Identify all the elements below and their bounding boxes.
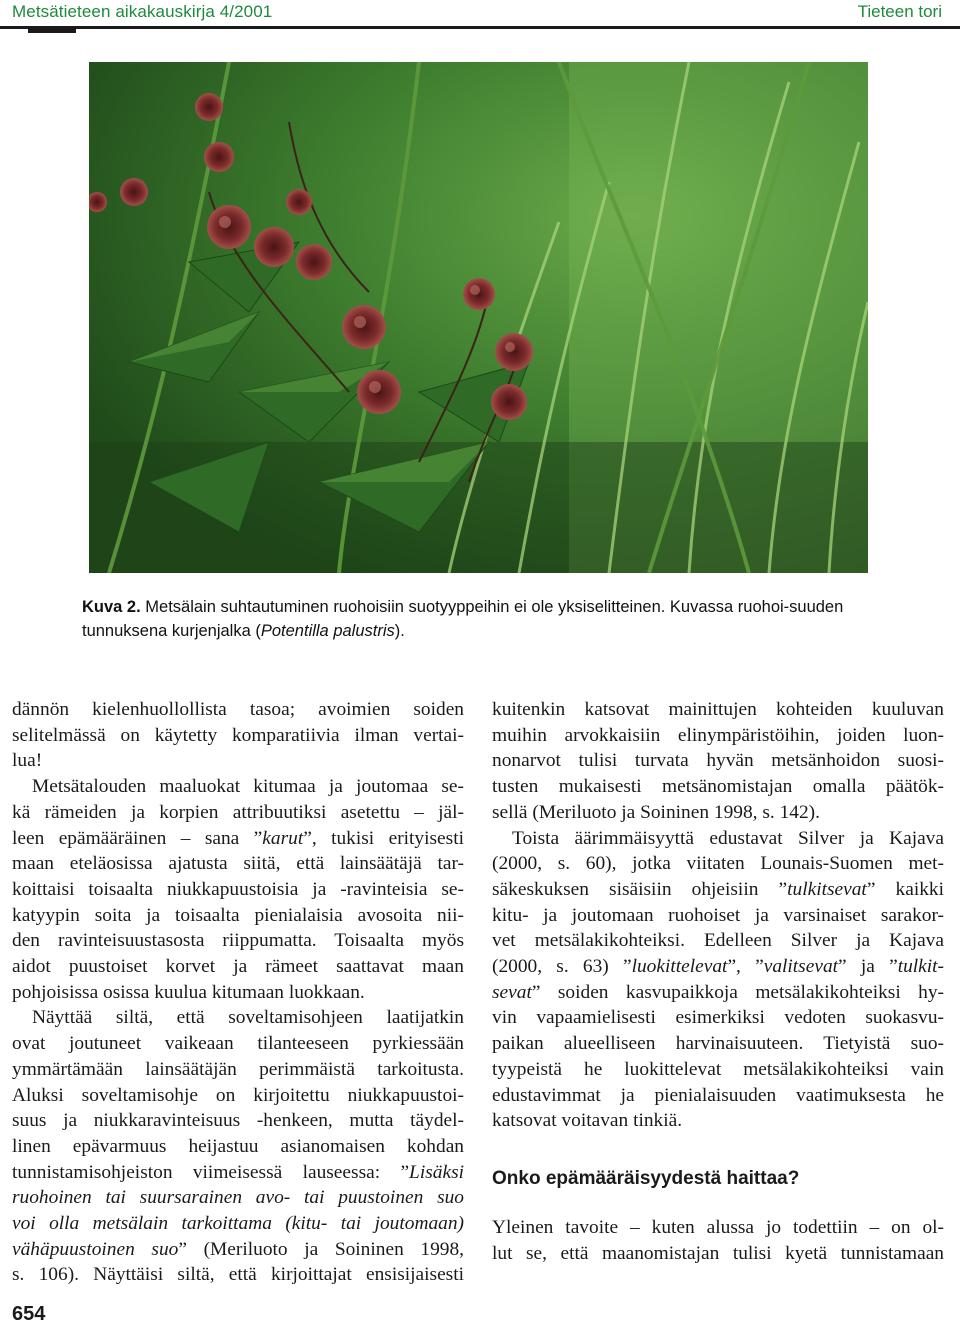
body-line: aidot puustoiset korvet ja rämeet saattavat maan <box>12 956 464 978</box>
body-line: vet metsälakikohteiksi. Edelleen Silver ja Kajava <box>492 930 944 952</box>
body-line <box>12 826 464 852</box>
body-line: (2000, s. 60), jotka viitaten Lounais-Suomen met- <box>492 853 944 875</box>
body-line: Metsätalouden maaluokat kitumaa ja joutomaa se- <box>32 776 464 798</box>
body-line: s. 106). Näyttäisi siltä, että kirjoittajat ensisijaisesti <box>12 1264 464 1286</box>
body-line: tyypeistä he luokittelevat metsälakikohteiksi vain <box>492 1058 944 1080</box>
body-text: ” soiden kasvupaikkoja metsälakikohteiksi hy- <box>531 981 944 1003</box>
body-line: ymmärtämään lainsäätäjän perimmäistä tarkoitusta. <box>12 1058 464 1080</box>
section-title: Tieteen tori <box>857 2 942 21</box>
body-line: katyypin soita ja toisaalta pienialaisia avosoita nii- <box>12 904 464 926</box>
body-line: Toista äärimmäisyyttä edustavat Silver ja Kajava <box>512 827 944 849</box>
body-text: (2000, s. 63) ” <box>492 956 632 978</box>
body-line: ruohoinen tai suursarainen avo- tai puustoinen suo <box>12 1187 464 1209</box>
body-line: muihin arvokkaisiin elinympäristöihin, joiden luon- <box>492 724 944 746</box>
body-text: ” (Meriluoto ja Soininen 1998, <box>178 1238 465 1260</box>
section-heading: Onko epämääräisyydestä haittaa? <box>492 1167 800 1189</box>
body-line <box>492 877 944 903</box>
body-italic: luokittelevat <box>631 956 728 978</box>
caption-species: Potentilla palustris <box>260 622 395 640</box>
body-italic: tulkitsevat <box>787 878 867 900</box>
body-text: ” kaikki <box>866 878 944 900</box>
body-line: voi olla metsälain tarkoittama (kitu- tai joutomaan) <box>12 1213 464 1235</box>
body-line: selitelmässä on käytetty komparatiivia ilman vertai- <box>12 724 464 746</box>
caption-text: Metsälain suhtautuminen ruohoisiin suotyyppeihin ei ole yksiselitteinen. Kuvassa ruohoi-suuden tunnuksena kurjenjalka ( <box>82 598 844 640</box>
body-line: Näyttää siltä, että soveltamisohjeen laatijatkin <box>32 1007 464 1029</box>
body-line: kä rämeiden ja korpien attribuutiksi asetettu – jäl- <box>12 801 464 823</box>
body-line: edustavimmat ja pienialaisuuden vaatimuksesta he <box>492 1084 944 1106</box>
body-line <box>492 980 944 1006</box>
body-line: kitu- ja joutomaan ruohoiset ja varsinaiset sarakor- <box>492 904 944 926</box>
figure-photo-marsh-cinquefoil <box>89 62 868 573</box>
figure-caption <box>82 595 872 643</box>
body-line: kuitenkin katsovat mainittujen kohteiden kuuluvan <box>492 699 944 720</box>
body-line: nonarvot tulisi turvata hyvän metsänhoidon suosi- <box>492 750 944 772</box>
body-line: paikan alueelliseen harvinaisuuteen. Tietyistä suo- <box>492 1033 944 1055</box>
body-text: leen epämääräinen – sana ” <box>12 827 263 849</box>
body-italic: vähäpuustoinen suo <box>12 1238 179 1260</box>
body-line: tusten mukaisesti metsänomistajan omalla päätök- <box>492 776 944 798</box>
body-italic: tulkit- <box>897 956 944 978</box>
body-text: ” ja ” <box>838 956 898 978</box>
body-text: säkeskuksen sisäisiin ohjeisiin ” <box>492 878 788 900</box>
body-line <box>12 1237 464 1263</box>
body-line: suus ja niukkaravinteisuus -henkeen, mutta täydel- <box>12 1110 464 1132</box>
body-line: Aluksi soveltamisohje on kirjoitettu niukkapuustoi- <box>12 1084 464 1106</box>
caption-end: ). <box>394 622 405 640</box>
body-line <box>12 1160 464 1186</box>
body-italic: karut <box>262 827 304 849</box>
header-rule <box>0 26 960 29</box>
figure-label: Kuva 2. <box>82 598 141 616</box>
page-number: 654 <box>12 1303 46 1325</box>
journal-title: Metsätieteen aikakauskirja 4/2001 <box>12 2 273 21</box>
body-line: sellä (Meriluoto ja Soininen 1998, s. 142). <box>492 801 820 823</box>
body-line: vin vapaamielisesti esimerkiksi vedoten suokasvu- <box>492 1007 944 1029</box>
body-italic: Lisäksi <box>409 1161 464 1183</box>
body-line: katsovat voitavan tinkiä. <box>492 1110 683 1132</box>
body-line: pohjoisissa osissa kuulua kitumaan luokkaan. <box>12 981 365 1003</box>
body-line: Yleinen tavoite – kuten alussa jo todettiin – on ol- <box>492 1216 944 1238</box>
body-line: maan eteläosissa ajatusta siitä, että lainsäätäjä tar- <box>12 853 464 875</box>
body-line: dännön kielenhuollollista tasoa; avoimien soiden <box>12 699 464 720</box>
body-italic: valitsevat <box>763 956 839 978</box>
body-line: koittaisi toisaalta niukkapuustoisia ja -ravinteisia se- <box>12 878 464 900</box>
body-text: tunnistamisohjeiston viimeisessä lauseessa: ” <box>12 1161 410 1183</box>
body-line: lua! <box>12 750 43 772</box>
body-italic: sevat <box>492 981 532 1003</box>
body-text: ”, tukisi erityisesti <box>303 827 464 849</box>
body-line: den ravinteisuustasosta riippumatta. Toisaalta myös <box>12 930 464 952</box>
header-block-marker <box>28 26 76 33</box>
body-line: linen epävarmuus heijastuu asianomaisen kohdan <box>12 1135 464 1157</box>
body-line: lut se, että maanomistajan tulisi kyetä tunnistamaan <box>492 1242 944 1264</box>
body-line <box>492 954 944 980</box>
body-text: ”, ” <box>727 956 764 978</box>
left-column <box>12 697 464 1288</box>
body-line: ovat joutuneet vaikeaan tilanteeseen pyrkiessään <box>12 1033 464 1055</box>
right-column <box>492 697 944 1266</box>
